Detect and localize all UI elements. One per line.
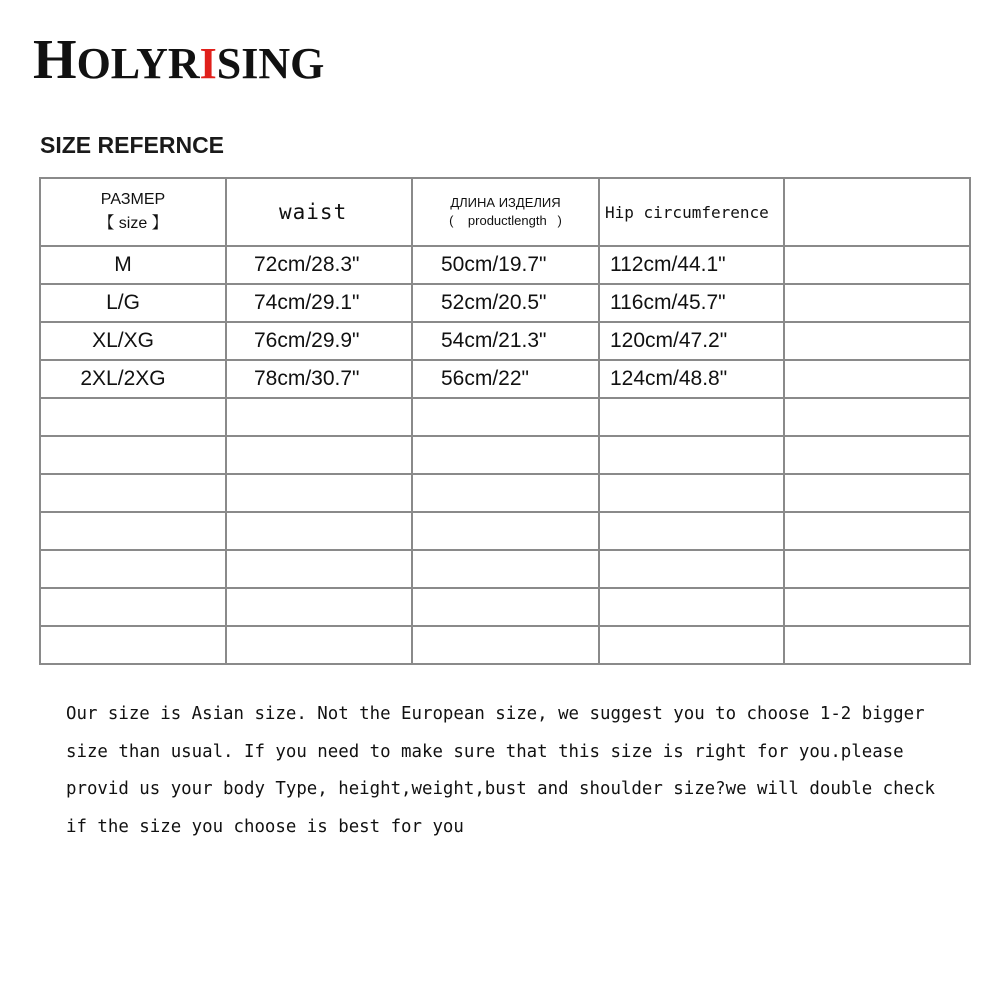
header-length-ru: ДЛИНА ИЗДЕЛИЯ [450, 195, 561, 210]
header-waist: waist [226, 178, 412, 246]
table-cell-empty [226, 436, 412, 474]
table-cell-empty [599, 398, 784, 436]
table-row-empty [40, 588, 970, 626]
cell-extra [784, 360, 970, 398]
cell-size: XL/XG [40, 322, 226, 360]
table-row-empty [40, 436, 970, 474]
header-length [412, 178, 599, 246]
cell-size: M [40, 246, 226, 284]
note-line-3: provid us your body Type, height,weight,bust and shoulder size?we will double check [66, 779, 936, 800]
table-row-empty [40, 512, 970, 550]
table-cell-empty [784, 588, 970, 626]
table-cell-empty [226, 626, 412, 664]
size-note [66, 696, 986, 847]
cell-hip: 120cm/47.2" [599, 322, 784, 360]
table-cell-empty [226, 398, 412, 436]
note-line-4: if the size you choose is best for you [66, 817, 464, 838]
cell-length: 50cm/19.7" [412, 246, 599, 284]
logo-letters-olyr: OLYR [76, 39, 200, 88]
cell-length: 52cm/20.5" [412, 284, 599, 322]
table-cell-empty [412, 474, 599, 512]
cell-size: L/G [40, 284, 226, 322]
table-row-empty [40, 550, 970, 588]
table-row-empty [40, 626, 970, 664]
cell-size: 2XL/2XG [40, 360, 226, 398]
table-cell-empty [226, 588, 412, 626]
table-cell-empty [784, 512, 970, 550]
logo-letters-sing: SING [216, 39, 325, 88]
table-cell-empty [412, 512, 599, 550]
cell-extra [784, 284, 970, 322]
table-cell-empty [40, 550, 226, 588]
cell-hip: 116cm/45.7" [599, 284, 784, 322]
table-cell-empty [599, 436, 784, 474]
table-cell-empty [784, 626, 970, 664]
table-cell-empty [40, 588, 226, 626]
note-line-2: size than usual. If you need to make sure that this size is right for you.please [66, 741, 904, 762]
table-cell-empty [412, 626, 599, 664]
table-cell-empty [599, 474, 784, 512]
cell-hip: 112cm/44.1" [599, 246, 784, 284]
table-cell-empty [226, 474, 412, 512]
table-cell-empty [412, 550, 599, 588]
table-cell-empty [599, 512, 784, 550]
header-hip: Hip circumference [599, 178, 784, 246]
table-cell-empty [784, 398, 970, 436]
header-size-en: 【 size 】 [98, 215, 168, 232]
table-row [40, 322, 970, 360]
table-row-empty [40, 474, 970, 512]
header-length-en: ( productlength ) [449, 213, 562, 228]
section-title: SIZE REFERNCE [40, 132, 225, 158]
table-cell-empty [40, 436, 226, 474]
table-cell-empty [784, 550, 970, 588]
table-cell-empty [40, 626, 226, 664]
logo-letter-h: H [33, 29, 77, 91]
header-extra [784, 178, 970, 246]
cell-extra [784, 246, 970, 284]
cell-length: 56cm/22" [412, 360, 599, 398]
table-cell-empty [40, 512, 226, 550]
table-cell-empty [226, 512, 412, 550]
header-size [40, 178, 226, 246]
table-header-row [40, 178, 970, 246]
logo-letter-i: I [199, 39, 217, 88]
cell-waist: 76cm/29.9" [226, 322, 412, 360]
cell-hip: 124cm/48.8" [599, 360, 784, 398]
note-line-1: Our size is Asian size. Not the European size, we suggest you to choose 1-2 bigger [66, 704, 925, 724]
table-cell-empty [40, 398, 226, 436]
size-table [39, 177, 971, 665]
table-cell-empty [412, 398, 599, 436]
table-cell-empty [599, 588, 784, 626]
table-row [40, 284, 970, 322]
table-cell-empty [226, 550, 412, 588]
header-size-ru: РАЗМЕР [100, 191, 166, 208]
table-cell-empty [784, 436, 970, 474]
table-cell-empty [784, 474, 970, 512]
table-cell-empty [40, 474, 226, 512]
cell-waist: 74cm/29.1" [226, 284, 412, 322]
table-cell-empty [412, 436, 599, 474]
table-cell-empty [599, 550, 784, 588]
table-cell-empty [412, 588, 599, 626]
cell-extra [784, 322, 970, 360]
table-cell-empty [599, 626, 784, 664]
table-row [40, 360, 970, 398]
cell-length: 54cm/21.3" [412, 322, 599, 360]
brand-logo [33, 29, 325, 92]
cell-waist: 72cm/28.3" [226, 246, 412, 284]
cell-waist: 78cm/30.7" [226, 360, 412, 398]
table-row [40, 246, 970, 284]
table-row-empty [40, 398, 970, 436]
